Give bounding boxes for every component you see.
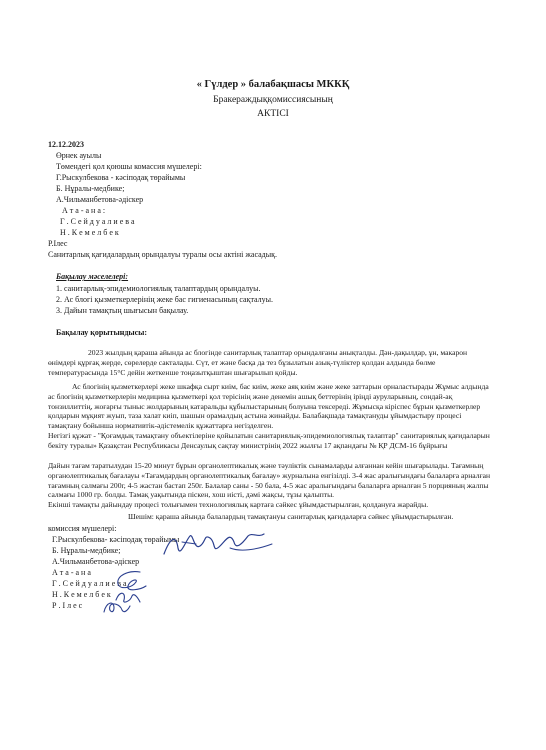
member-bottom-2: Б. Нұралы-медбике;	[52, 546, 121, 555]
conclusion-title: Бақылау қорытындысы:	[56, 328, 148, 337]
member-bottom-5: Г . С е й д у а л и е в а	[52, 579, 127, 588]
act-title: АКТІСІ	[257, 109, 289, 119]
paragraph-portions: Дайын тағам таратылудан 15-20 минут бұрын органолептикалық және тәуліктік сынамаларды алғаннан кейін шығарылады. Тағамның органолептикалық бағалауы «Тағамдардың органолептикалық бағалау» журналына енгізілді. 3-4 жас аралығындағы балаларға арналған тағамның салмағы 200г, 4-5 жастан бастап 250г. Балалар саны - 50 бала, 4-5 жас аралығындағы балаларға арналған 5 порцияның жалпы салмағы 1000 гр. болды. Тамақ уақытында піскен, хош иісті, дәмі жақсы, тұзы қалыпты.	[48, 461, 491, 500]
member-top-7: Р.Ілес	[48, 239, 68, 248]
paragraph-decision: Шешім: қараша айында балалардың тамақтануы санитарлық қағидаларға сәйкес ұйымдастырылған.	[128, 512, 454, 521]
member-bottom-3: А.Чильманбетова-әдіскер	[52, 557, 140, 566]
member-bottom-6: Н . К е м е л б е к	[52, 590, 111, 599]
member-top-1: Г.Рыскулбекова - кәсіподақ төрайымы	[56, 173, 186, 182]
questions-title: Бақылау мәселелері:	[56, 272, 129, 281]
paragraph-hygiene: Ас блогінің қызметкерлері жеке шкафқа сырт киім, бас киім, жеке аяқ киім және жеке заттарын орналастырады Жұмыс алдында ас блогінің қызметкерлерін медицина қызметкері қол терісінің және денемін ашық беттерінің іріңді ауруларының, сондай-ақ тонзиллиттің, жоғарғы тыныс жолдарының катаральды құбылыстарының болуына тексереді. Жұмысқа кіріспес бұрын қызметкерлер қолдарын мұқият жуып, таза халат киіп, шашын орамалдың астына жинайды. Балабақшада тамақтануды ұйымдастыру процесі тамақтану бойынша нормативтік-әдістемелік құжаттарға негізделген.	[48, 382, 489, 431]
member-top-3: А.Чильманбетова-әдіскер	[56, 195, 144, 204]
question-item-2: 2. Ас блогі қызметкерлерінің жеке бас гигиенасының сақталуы.	[56, 295, 274, 304]
signature-scribble-4	[100, 598, 132, 616]
paragraph-regulation: Негізгі құжат - "Қоғамдық тамақтану объектілеріне қойылатын санитариялық-эпидемиологиялық талаптар" санитариялық қағидаларын бекіту туралы» Қазақстан Республикасы Денсаулық сақтау министрінің 2022 жылғы 17 ақпандағы № ҚР ДСМ-16 бұйрығы	[48, 431, 490, 450]
signature-scribble-1	[160, 528, 280, 562]
org-title: « Гүлдер » балабақшасы МККҚ	[196, 79, 350, 90]
member-bottom-4: А т а - а н а	[52, 568, 91, 577]
purpose-line: Санитарлық қағидалардың орындалуы туралы осы актіні жасадық.	[48, 250, 277, 259]
question-item-1: 1. санитарлық-эпидемиологиялық талаптардың орындалуы.	[56, 284, 261, 293]
paragraph-storage: 2023 жылдың қараша айында ас блогінде санитарлық талаптар орындалғаны анықталды. Дән-дақылдар, ұн, макарон өнімдері құрғақ жерде, сөрелерде сакталады. Сүт, ет және басқа да тез бұзылатын азық-түліктер қолдан алдында бөлме температурасында 15°С дейін жеткенше тоңазытқыштан шығарылып қойды.	[48, 348, 468, 377]
paragraph-second-meal: Екінші тамақты дайындау процесі толығымен технологиялық картаға сәйкес ұйымдастырылған, қолдануға жарайды.	[48, 500, 429, 509]
intro-line: Төмендегі қол қоюшы комассия мүшелері:	[56, 162, 202, 171]
signatures-title: комиссия мүшелері:	[48, 524, 117, 533]
member-top-5: Г . С е й д у а л и е в а	[60, 217, 135, 226]
commission-title: Бракераждыққомиссиясының	[213, 95, 333, 105]
member-bottom-7: Р . І л е с	[52, 601, 83, 610]
act-date: 12.12.2023	[48, 140, 84, 149]
member-top-2: Б. Нұралы-медбике;	[56, 184, 125, 193]
member-top-6: Н . К е м е л б е к	[60, 228, 119, 237]
member-bottom-1: Г.Рыскулбекова- кәсіподақ төрайымы	[52, 535, 180, 544]
act-place: Өрнек ауылы	[56, 151, 102, 160]
member-top-4: А т а - а н а :	[62, 206, 106, 215]
question-item-3: 3. Дайын тамақтың шығысын бақылау.	[56, 306, 189, 315]
